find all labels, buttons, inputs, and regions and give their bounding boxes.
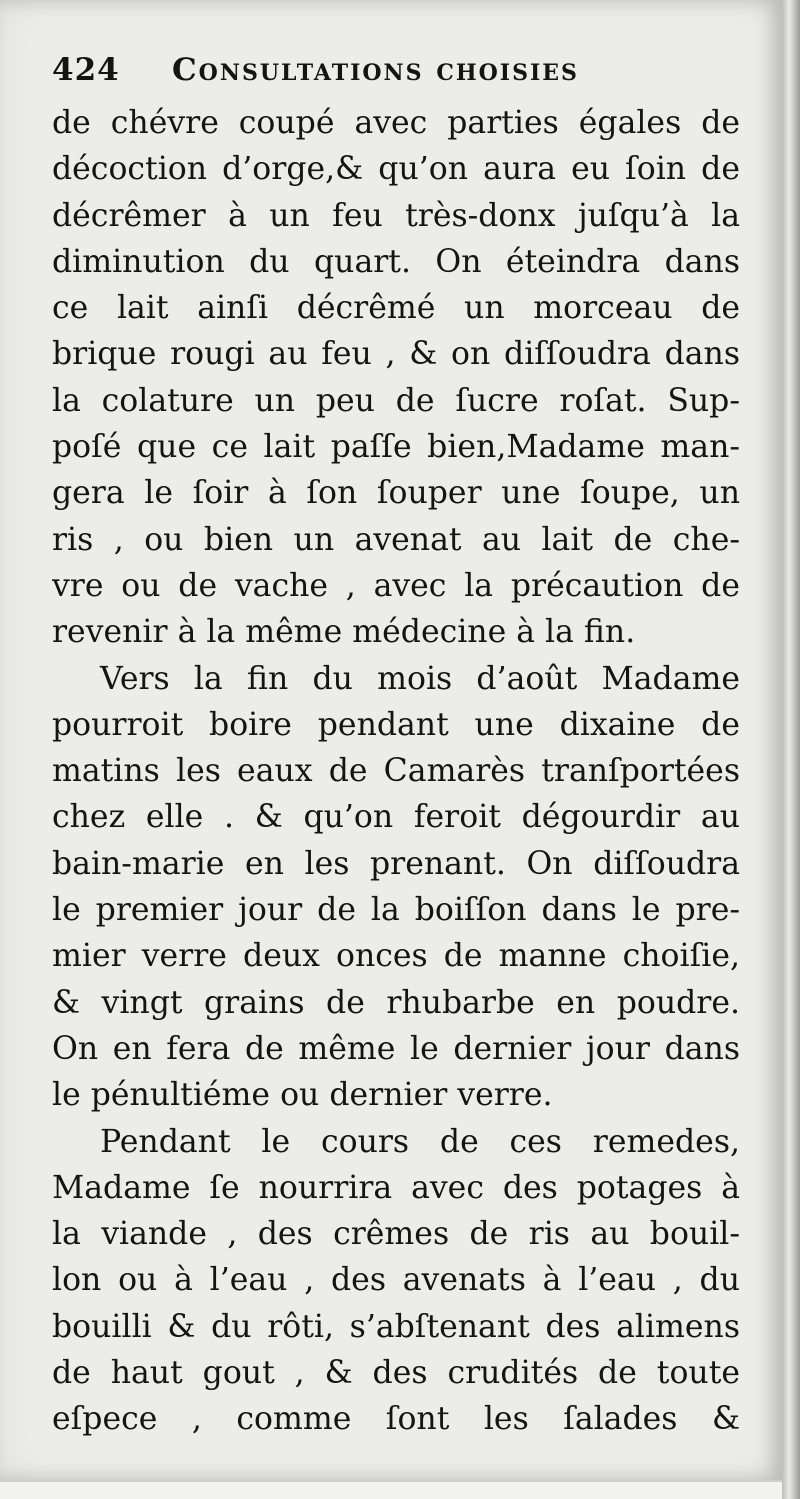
text-line: le premier jour de la boiſſon dans le pre- [52, 892, 740, 929]
text-line: le pénultiéme ou dernier verre. [52, 1077, 553, 1114]
text-line: Pendant le cours de ces remedes, [100, 1123, 740, 1160]
text-line: Vers la fin du mois d’août Madame [100, 660, 740, 697]
text-line: revenir à la même médecine à la fin. [52, 614, 636, 651]
text-line: décoction d’orge,& qu’on aura eu ſoin de [52, 151, 740, 188]
text-line: décrêmer à un feu très-donx juſqu’à la [52, 197, 740, 234]
text-line: lon ou à l’eau , des avenats à l’eau , du [52, 1262, 740, 1299]
page-header [52, 52, 742, 98]
page-number: 424 [52, 52, 120, 88]
text-line: mier verre deux onces de manne choiſie, [52, 938, 740, 975]
text-line: ris , ou bien un avenat au lait de che- [52, 521, 740, 558]
text-line: matins les eaux de Camarès tranſportées [52, 753, 740, 790]
text-line: chez elle . & qu’on feroit dégourdir au [52, 799, 740, 836]
text-line: diminution du quart. On éteindra dans [52, 243, 740, 280]
text-line: ce lait ainſi décrêmé un morceau de [52, 290, 740, 327]
text-line: gera le ſoir à ſon ſouper une ſoupe, un [52, 475, 740, 512]
text-line: & vingt grains de rhubarbe en poudre. [52, 984, 740, 1021]
text-line: eſpece , comme ſont les ſalades & [52, 1401, 740, 1438]
text-line: de haut gout , & des crudités de toute [52, 1355, 740, 1392]
running-title: Consultations choisies [172, 52, 579, 88]
text-line: bouilli & du rôti, s’abſtenant des alimens [52, 1308, 740, 1345]
text-line: bain-marie en les prenant. On diſſoudra [52, 845, 740, 882]
text-line: On en fera de même le dernier jour dans [52, 1030, 740, 1067]
text-line: Madame ſe nourrira avec des potages à [52, 1169, 740, 1206]
text-line: la colature un peu de ſucre roſat. Sup- [52, 382, 740, 419]
text-line: vre ou de vache , avec la précaution de [52, 567, 740, 604]
text-line: la viande , des crêmes de ris au bouil- [52, 1216, 740, 1253]
text-line: poſé que ce lait paſſe bien,Madame man- [52, 429, 740, 466]
text-line: brique rougi au feu , & on diſſoudra dans [52, 336, 740, 373]
body-text [52, 100, 740, 1443]
text-line: de chévre coupé avec parties égales de [52, 105, 740, 141]
page-edge [782, 0, 800, 1499]
text-line: pourroit boire pendant une dixaine de [52, 706, 740, 743]
